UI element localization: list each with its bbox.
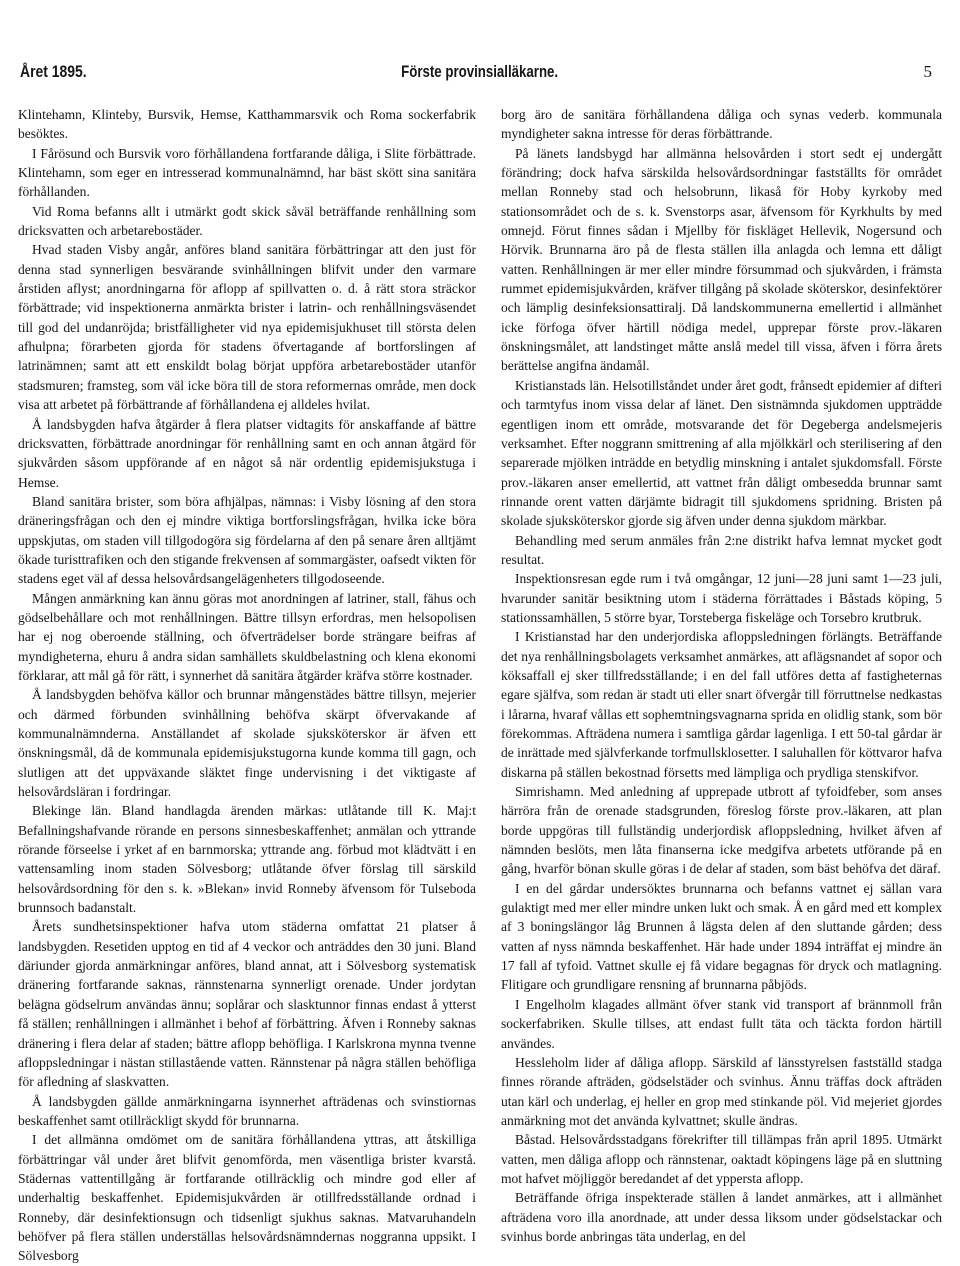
- paragraph: I det allmänna omdömet om de sanitära förhållandena yttras, att åtskilliga förbättringar vål under året blifvit genomförda, men väsentliga brister kvarstå. Städernas vattentillgång är fortfarande otillräcklig och mindre god eller af underhaltig beskaffenhet. Epidemisjukvården är otillfredsställande ordnad i Ronneby, där desinfektionsugn och tidsenligt sjukhus saknas. Matvaruhandeln behöfver på flera ställen underställas helsovårdsnämndernas noggranna uppsikt. I Sölvesborg: [18, 1132, 476, 1264]
- running-head-title-text: Förste provinsialläkarne.: [401, 62, 559, 81]
- paragraph: Inspektionsresan egde rum i två omgångar, 12 juni—28 juni samt 1—23 juli, hvarunder sanitär besiktning utom i städerna förrättades i Båstads köping, 5 stationssamhällen, 5 större byar, Torsteberga fiskeläge och Torsebro krutbruk.: [501, 571, 942, 625]
- paragraph: Vid Roma befanns allt i utmärkt godt skick såväl beträffande renhållning som dricksvatten och arbetarebostäder.: [18, 203, 476, 239]
- paragraph: Å landsbygden behöfva källor och brunnar mångenstädes bättre tillsyn, mejerier och därmed förbunden svinhållning behöfva skärpt öfvervakande af kommunalnämnderna. Anställandet af skolade sjuksköterskor är äfven ett önskningsmål, då de kommunala epidemisjukstugorna kunde komma till gagn, och slutligen att det uppväxande släktet finge undervisning i det viktigaste af helsovårdsläran i fordringar.: [18, 687, 476, 800]
- paragraph: Mången anmärkning kan ännu göras mot anordningen af latriner, stall, fähus och gödselbehållare och mot renhållningen. Bättre tillsyn erfordras, men helsopolisen har ej nog oberoende ställning, och öfverträdelser borde strängare beifras af myndigheterna, ehuru å andra sidan samhällets skuldbelastning och klena ekonomi förklarar, att mål gå för rätt, i synnerhet då sanitära åtgärder kräfva större kostnader.: [18, 590, 476, 683]
- paragraph: Å landsbygden gällde anmärkningarna isynnerhet afträdenas och svinstiornas beskaffenhet samt otillräckligt skydd för brunnarna.: [18, 1093, 476, 1128]
- left-text-column: [18, 105, 476, 1264]
- paragraph: Hessleholm lider af dåliga aflopp. Särskild af länsstyrelsen fastställd stadga finnes rörande afträden, gödselstäder och svinhus. Ännu träffas dock afträden utan kärl och underlag, ej heller en grop med stinkande pöl. Vid mejeriet gjordes anmärkning mot det använda kylvattnet; skulle ändras.: [501, 1054, 942, 1128]
- page-header: [20, 62, 940, 86]
- paragraph: Årets sundhetsinspektioner hafva utom städerna omfattat 21 platser å landsbygden. Resetiden upptog en tid af 4 veckor och anträddes den 30 juni. Bland däriunder gjorda anmärkningar anföres, bland annat, att i Sölvesborg systematisk dränering fortfarande saknas, rännstenarna synnerligt orenade. Under jordytan belägna gödselrum användas ännu; soplårar och slasktunnor finnas endast å ytterst få ställen; renhållningen i allmänhet i behof af förbättring. Äfven i Ronneby saknas dränering i flera delar af staden; bättre aflopp behöfliga. I Karlskrona mynna tvenne afloppsledningar i nästan stillastående vatten. Rännstenar på några ställen behöfliga för afledning af slaskvatten.: [18, 919, 476, 1090]
- paragraph: I Kristianstad har den underjordiska afloppsledningen förlängts. Beträffande det nya renhållningsbolagets verksamhet anmärkes, att aflägsnandet af sopor och köksaffall ej sker tillfredsställande; i en del fall utföres detta af fastigheternas egare själfva, som redan är stadt uti eller snart öfvergår till förruttnelse nedkastas i lårarna, hvaraf vållas ett sophemtningsvagnarna sprida en olidlig stank, som bör förekommas. Afträdena numera i samtliga gårdar lagenliga. I ett 50-tal gårdar är de inrättade med självferkande torfmullsklosetter. I saluhallen för köttvaror hafva diskarna på ställen bekostnad försetts med lämpliga och prydliga stenskifvor.: [501, 629, 942, 780]
- paragraph: På länets landsbygd har allmänna helsovården i stort sedt ej undergått förändring; dock hafva särskilda helsovårdsordningar fastställts för området mellan Ronneby stad och helsobrunn, likaså för Hoby kyrkoby med stationsområdet och de s. k. Svenstorps asar, äfvensom för Kyrkhults by med omnejd. Förut finnes sådan i Mjellby för fiskläget Hellevik, Nogersund och Hörvik. Brunnarna äro på de flesta ställen illa anlagda och lemna ett dåligt vatten. Renhållningen är mer eller mindre försummad och sjukvården, i främsta rummet epidemisjukvården, kräfver tillgång på skolade sköterskor, desinfektörer och lämplig desinfeksionsattiralj. Då landskommunerna emellertid i allmänhet icke förfoga öfver härtill nödiga medel, upprepar förste prov.-läkaren önskningsmålet, att landstinget måtte anslå medel till vissa, äfven i förra årets berättelse angifna ändamål.: [501, 145, 942, 374]
- paragraph: Behandling med serum anmäles från 2:ne distrikt hafva lemnat mycket godt resultat.: [501, 532, 942, 567]
- paragraph: Simrishamn. Med anledning af upprepade utbrott af tyfoidfeber, som anses härröra från de orenade stadsgrunden, föreslog förste prov.-läkaren, att plan borde uppgöras till fullständig underjordisk afloppsledning, hvilket äfven af nämnden beslöts, men låta finanserna icke medgifva arbetets utförande på en gång, hvarför bönan skulle göras i de delar af staden, som bäst behöfva det däraf.: [501, 784, 942, 877]
- paragraph: Hvad staden Visby angår, anföres bland sanitära förbättringar att den just för denna stad synnerligen besvärande svinhållningen blifvit under den varmare årstiden aflyst; anordningarna för aflopp af spillvatten o. d. å rätt stora sträckor förbättrade; vid inspektionerna anmärkta brister i latrin- och renhållningsväsendet till god del undanröjda; bristfälligheter vid nya epidemisjukhuset till största delen afhulpna; förarbeten gjorda för stadens öfvertagande af bortforslingen af latrinämnen; samt att ett enskildt bolag börjat uppföra arbetarebostäder utanför stadsmuren; framsteg, som väl icke böra till de stora reformernas område, men dock visa att arbetet på förbättrande af förhållandena ej alldeles hvilat.: [18, 242, 476, 413]
- paragraph: Båstad. Helsovårdsstadgans förekrifter till tillämpas från april 1895. Utmärkt vatten, men dåliga aflopp och rännstenar, oaktadt köpingens läge på en sluttning mot hafvet möjliggör beredandet af det yppersta aflopp.: [501, 1132, 942, 1186]
- paragraph: Beträffande öfriga inspekterade ställen å landet anmärkes, att i allmänhet afträdena voro illa anordnade, att under dessa liksom under gödselstackar och svinhus borde anbringas täta underlag, en del: [501, 1190, 942, 1244]
- paragraph: borg äro de sanitära förhållandena dåliga och synas vederb. kommunala myndigheter sakna intresse för deras förbättrande.: [501, 107, 942, 142]
- paragraph: I en del gårdar undersöktes brunnarna och befanns vattnet ej sällan vara gulaktigt med mer eller mindre unken lukt och smak. Å en gård med ett komplex af 3 boningslängor låg Brunnen å lägsta delen af den sluttande gården; dess vatten af nyss nämnda beskaffenhet. Här hade under 1894 inträffat ej mindre än 17 fall af tyfoid. Vattnet skulle ej få vidare begagnas för dryck och matlagning. Flitigare och grundligare rensning af brunnarna påbjöds.: [501, 880, 942, 993]
- paragraph: I Engelholm klagades allmänt öfver stank vid transport af brännmoll från sockerfabriken. Skulle tillses, att endast fullt täta och täckta fordon härtill användes.: [501, 996, 942, 1051]
- right-text-column: [501, 105, 942, 1255]
- paragraph: Klintehamn, Klinteby, Bursvik, Hemse, Katthammarsvik och Roma sockerfabrik besöktes.: [18, 107, 476, 142]
- paragraph: Blekinge län. Bland handlagda ärenden märkas: utlåtande till K. Maj:t Befallningshafvande rörande en persons sinnesbeskaffenhet; anmälan och yttrande rörande förseelse i yrket af en barnmorska; yttrande ang. förbud mot klädtvätt i en vattensamling inom staden Sölvesborg; utlåtande öfver förslag till särskild helsovårdsordning för den s. k. »Blekan» invid Ronneby äfvensom för Tulseboda brunnsoch badanstalt.: [18, 803, 476, 916]
- paragraph: Å landsbygden hafva åtgärder å flera platser vidtagits för anskaffande af bättre dricksvatten, förbättrade anordningar för renhållning samt en och annan åtgärd för sjukvården såsom uppförande af en något så när ordentlig epidemisjukstuga i Hemse.: [18, 416, 476, 490]
- running-head-title: [20, 62, 940, 82]
- paragraph: Bland sanitära brister, som böra afhjälpas, nämnas: i Visby lösning af den stora dräneringsfrågan och den ej mindre viktiga bortforslingsfrågan, hvilka icke böra uppskjutas, om staden vill tillgodogöra sig fördelarna af den på senare åren alltjämt ökade turisttrafiken och den stigande frekvensen af sommargäster, oafsedt vikten för stadens eget väl af dessa helsovårdsangelägenheters tillgodoseende.: [18, 493, 476, 587]
- page-number: 5: [923, 62, 932, 81]
- running-head-year: Året 1895.: [20, 62, 87, 81]
- paragraph: I Fårösund och Bursvik voro förhållandena fortfarande dåliga, i Slite förbättrade. Klintehamn, som eger en intresserad kommunalnämnd, har bäst skött sina sanitära förhållanden.: [18, 145, 476, 200]
- paragraph: Kristianstads län. Helsotillståndet under året godt, frånsedt epidemier af difteri och tarmtyfus inom vissa delar af länet. Den sistnämnda sjukdomen uppträdde egentligen inom ett område, motsvarande det för Degeberga andelsmejeris verksamhet. Efter noggrann smittrening af alla mjölkkärl och sterilisering af den separerade mjölken inträdde en betydlig minskning i antalet sjukdomsfall. Förste prov.-läkaren anser emellertid, att vattnet från dåligt ombesedda brunnar samt rinnande orent vatten därjämte bidragit till sjukdomens spridning. Bristen på skolade sjuksköterskor gjorde sig äfven under denna sjukdom märkbar.: [501, 377, 942, 529]
